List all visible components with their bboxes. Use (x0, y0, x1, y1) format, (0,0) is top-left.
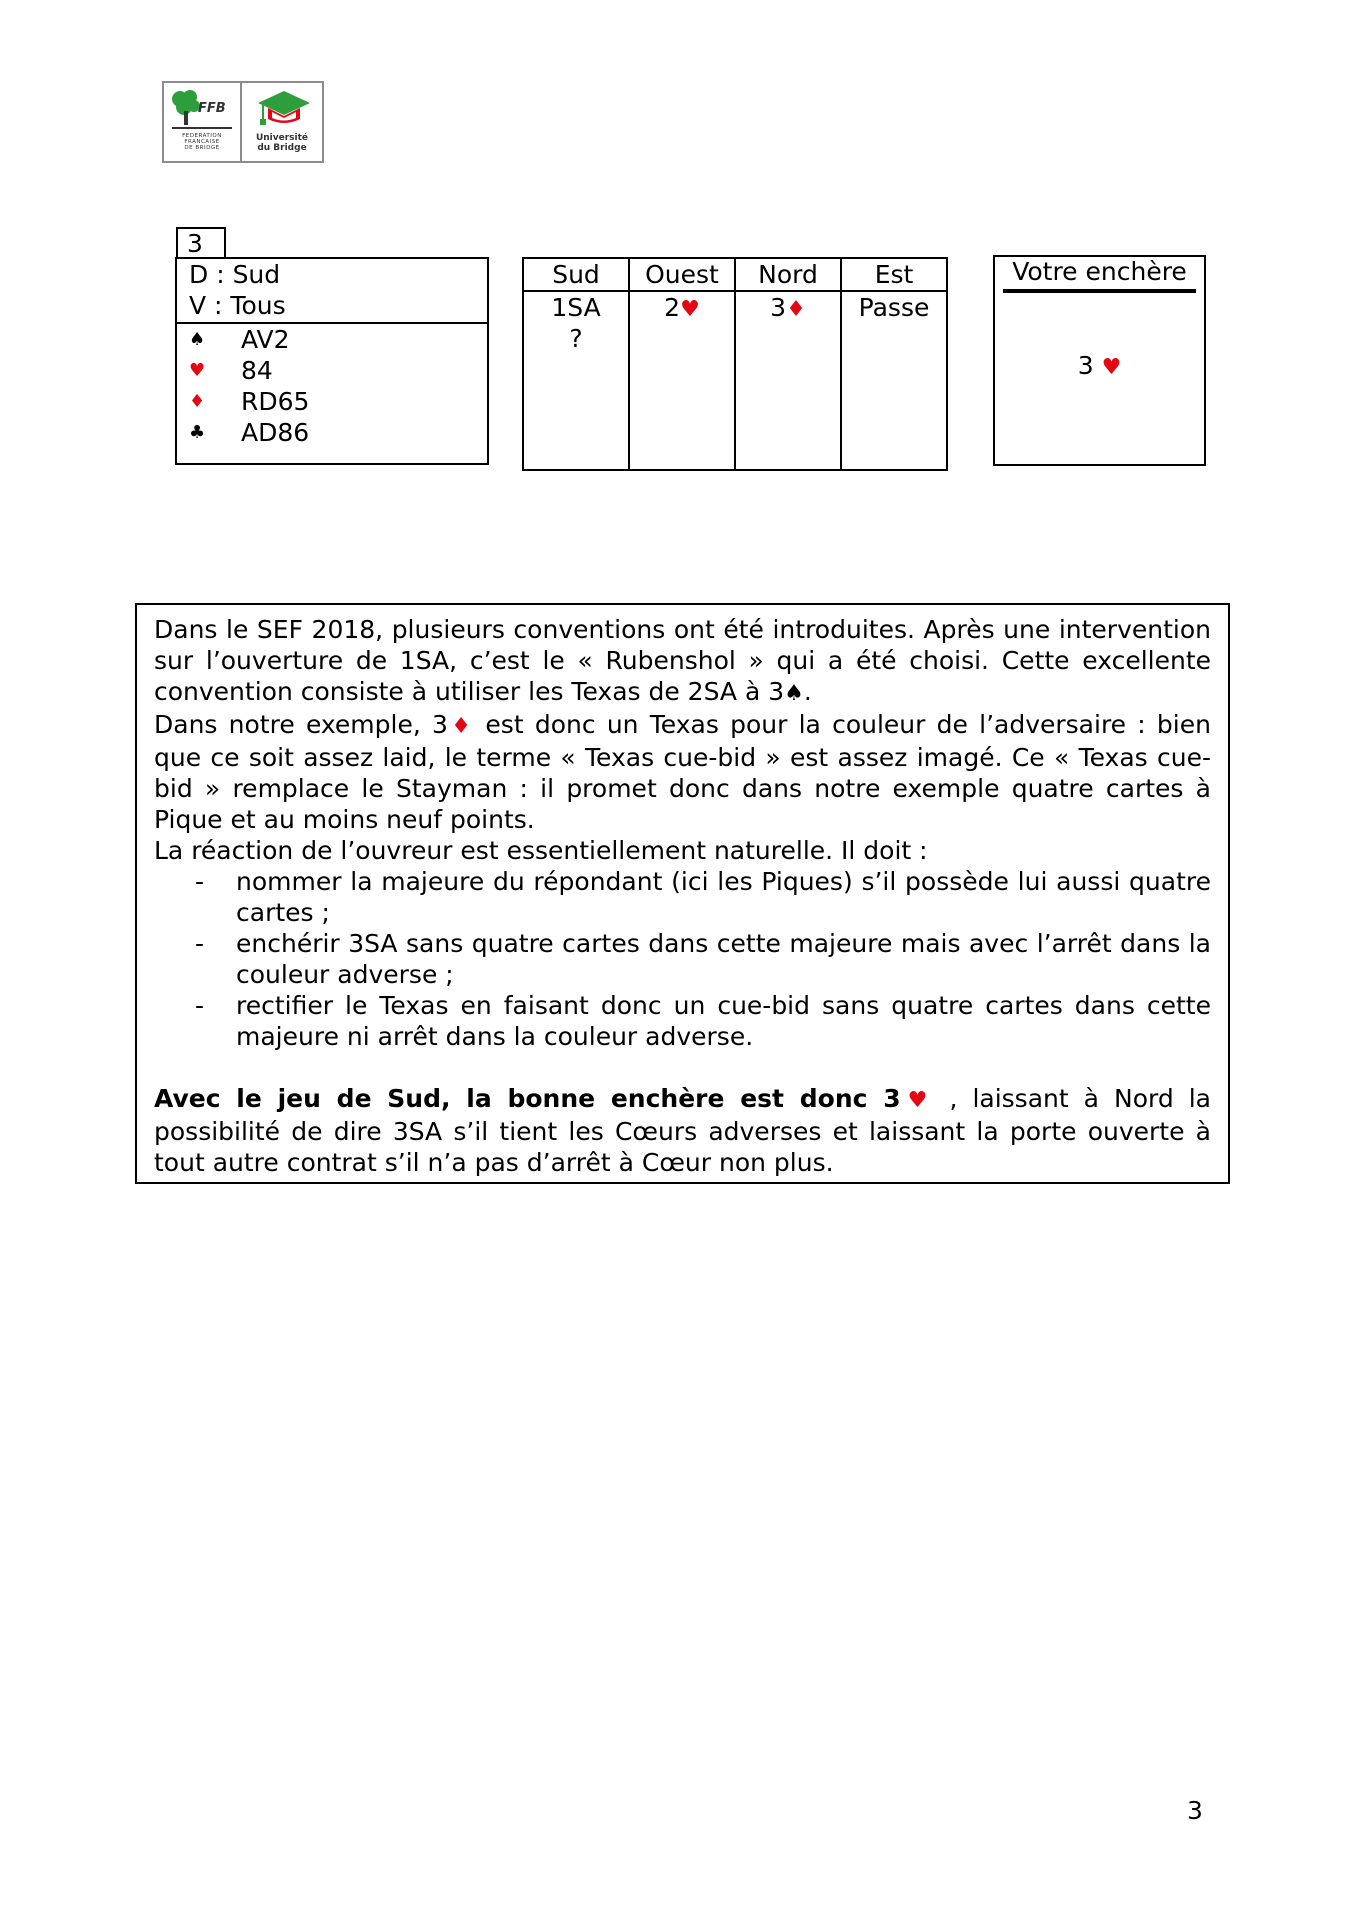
deal-number: 3 (176, 227, 226, 258)
list-item-text: enchérir 3SA sans quatre cartes dans cette majeure mais avec l’arrêt dans la couleur adverse ; (236, 929, 1211, 989)
list-item (154, 866, 1211, 928)
bid-sud-2: ? (569, 324, 583, 353)
explanation-paragraph-1 (154, 614, 1211, 709)
explanation-text: Dans le SEF 2018, plusieurs conventions ont été introduites. Après une intervention sur l’ouverture de 1SA, c’est le « Rubenshol » qui a été choisi. Cette excellente convention consiste à utiliser les Texas de 2SA à 3 (154, 615, 1211, 706)
bidding-cell-sud (523, 291, 629, 470)
conclusion-bold: Avec le jeu de Sud, la bonne enchère est donc 3 (154, 1084, 901, 1113)
ffb-wordmark: FFB (198, 101, 226, 116)
explanation-text: est donc un Texas pour la couleur de l’adversaire : bien que ce soit assez laid, le terme « Texas cue-bid » est assez imagé. Ce « Texas cue-bid » remplace le Stayman : il promet donc dans notre exemple quatre cartes à Pique et au moins neuf points. (154, 710, 1211, 834)
spade-icon: ♠ (189, 329, 206, 350)
bid-nord-level: 3 (770, 293, 787, 322)
answer-box (993, 255, 1206, 466)
list-item-text: rectifier le Texas en faisant donc un cue-bid sans quatre cartes dans cette majeure ni arrêt dans la couleur adverse. (236, 991, 1211, 1051)
deal-header (177, 259, 487, 324)
explanation-paragraph-3: La réaction de l’ouvreur est essentiellement naturelle. Il doit : (154, 836, 928, 865)
deal-box (175, 257, 489, 465)
list-dash: - (195, 867, 205, 896)
bidding-cell-ouest (629, 291, 735, 470)
spade-icon: ♠ (784, 681, 804, 706)
conclusion-text: , laissant à Nord la possibilité de dire 3SA s’il tient les Cœurs adverses et laissant la porte ouverte à tout autre contrat s’il n’a pas d’arrêt à Cœur non plus. (154, 1084, 1211, 1177)
bidding-cell-est (841, 291, 947, 470)
bid-sud-1: 1SA (551, 293, 601, 322)
page-number: 3 (1187, 1796, 1203, 1825)
hand-row-hearts (177, 355, 487, 386)
diamond-icon: ♦ (447, 714, 475, 739)
ffb-divider (172, 127, 232, 129)
explanation-list (154, 866, 1211, 1052)
list-item (154, 928, 1211, 990)
hand-row-clubs (177, 417, 487, 448)
list-item-text: nommer la majeure du répondant (ici les Piques) s’il possède lui aussi quatre cartes ; (236, 867, 1211, 927)
dealer-label: D : Sud (189, 260, 281, 289)
explanation-box (135, 603, 1230, 1184)
heart-icon: ♥ (680, 297, 700, 322)
bidding-header-row (523, 258, 947, 291)
ub-text-line: du Bridge (257, 143, 307, 153)
bid-ouest-level: 2 (664, 293, 681, 322)
ffb-subtitle (164, 133, 240, 151)
answer-title: Votre enchère (1003, 257, 1196, 293)
bidding-header-sud: Sud (523, 258, 629, 291)
explanation-text: . (803, 677, 812, 706)
universite-du-bridge-text (242, 133, 322, 153)
explanation-text: Dans notre exemple, 3 (154, 710, 448, 739)
heart-icon: ♥ (900, 1088, 935, 1113)
ffb-subtitle-line: FRANCAISE (184, 139, 220, 145)
hand-row-diamonds (177, 386, 487, 417)
diamond-cards: RD65 (241, 387, 310, 416)
club-icon: ♣ (189, 422, 206, 443)
bidding-table (522, 257, 948, 471)
spade-cards: AV2 (241, 325, 290, 354)
bidding-header-ouest: Ouest (629, 258, 735, 291)
list-dash: - (195, 991, 205, 1020)
diamond-icon: ♦ (786, 297, 806, 322)
ffb-universite-logo (162, 81, 324, 163)
club-cards: AD86 (241, 418, 310, 447)
heart-icon: ♥ (1101, 355, 1122, 380)
bidding-body-row (523, 291, 947, 470)
universite-du-bridge-logo (242, 83, 322, 161)
bidding-cell-nord (735, 291, 841, 470)
explanation-paragraph-2 (154, 709, 1211, 835)
bidding-header-est: Est (841, 258, 947, 291)
bid-est: Passe (858, 293, 930, 322)
vulnerability-label: V : Tous (189, 291, 286, 320)
answer-bid (995, 351, 1204, 383)
explanation-conclusion (154, 1083, 1211, 1178)
ub-text-line: Université (255, 133, 309, 143)
ffb-subtitle-line: FEDERATION (182, 133, 222, 139)
bidding-header-nord: Nord (735, 258, 841, 291)
paragraph-gap (154, 1052, 1211, 1083)
list-item (154, 990, 1211, 1052)
hand-row-spades (177, 324, 487, 355)
ffb-logo (164, 83, 242, 161)
heart-icon: ♥ (189, 360, 206, 381)
graduation-cap-icon (256, 89, 312, 129)
answer-level: 3 (1077, 351, 1094, 380)
ffb-subtitle-line: DE BRIDGE (184, 145, 220, 151)
heart-cards: 84 (241, 356, 273, 385)
diamond-icon: ♦ (189, 391, 206, 412)
list-dash: - (195, 929, 205, 958)
